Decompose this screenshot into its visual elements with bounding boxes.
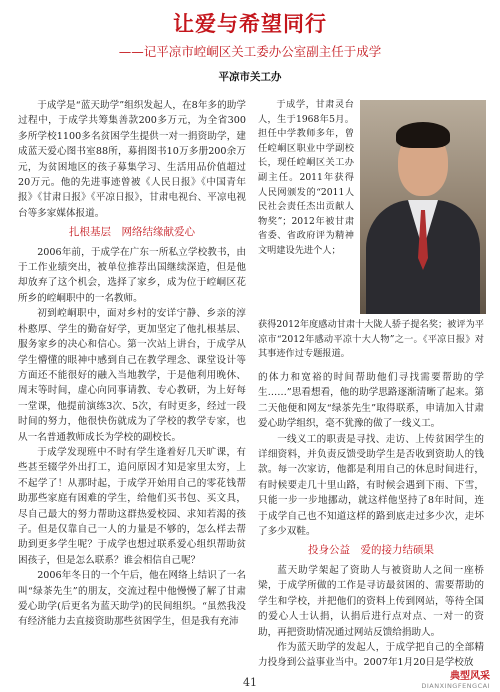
paragraph: 的体力和宽裕的时间帮助他们寻找需要帮助的学生……”思看想看，他的助学思路逐渐清晰了起来。第二天他便和网友“绿茶先生”取得联系，申请加入甘肃爱心助学组织，毫不犹豫的做了一线义工。 <box>258 372 484 430</box>
paragraph: 一线义工的职责是寻找、走访、上传贫困学生的详细资料，并负责反馈受助学生是否收到资助人的钱款。每一次家访，他都是利用自己的休息时间进行，有时候要走几十里山路，有时候会遇到下雨、下雪，只能一步一步地挪动，就这样他坚持了8年时间，连于成学自己也不知道这样的路到底走过多少次，走坏了多少双鞋。 <box>258 433 484 538</box>
paragraph: 于成学，甘肃灵台人，生于1968年5月。担任中学教师多年，曾任崆峒区职业中学副校长，现任崆峒区关工办副主任。2011年获得人民网颁发的“2011人民社会责任杰出贡献人物奖”；2012年被甘肃省委、省政府评为精神文明建设先进个人； <box>258 99 354 256</box>
left-column <box>18 98 246 668</box>
paragraph: 于成学是“蓝天助学”组织发起人，在8年多的助学过程中，于成学共筹集善款200多万元，为全省300多所学校1100多名贫困学生提供一对一捐资助学，建成蓝天爱心图书室88所，募捐图书10万多册200余万元，为贫困地区的孩子募集学习、生活用品价值超过20万元。他的先进事迹曾被《人民日报》《中国青年报》《甘肃日报》《平凉日报》，甘肃电视台、平凉电视台等多家媒体报道。 <box>18 100 246 219</box>
paragraph: 于成学发现班中不时有学生逢着好几天旷课，有些甚至辍学外出打工，追问原因才知是家里太穷，上不起学了！从那时起，于成学开始用自己的零花钱帮助那些家庭有困难的学生，给他们买书包、买文具，尽自己最大的努力帮助这群热爱校园、求知若渴的孩子。但是仅靠自己一人的力量是不够的，怎么样去帮助到更多学生呢？于成学也想过联系爱心组织帮助贫困孩子，但是怎么联系？谁会相信自己呢？ <box>18 446 246 566</box>
section-heading: 投身公益 爱的接力结硕果 <box>308 544 434 557</box>
bio-intro <box>258 98 354 308</box>
paragraph: 作为蓝天助学的发起人，于成学把自己的全部精力投身到公益事业当中。2007年1月20日是学校放 <box>258 641 484 669</box>
bio-caption <box>258 318 484 362</box>
article-subtitle: ——记平凉市崆峒区关工委办公室副主任于成学 <box>118 44 382 59</box>
portrait-photo <box>360 100 486 314</box>
brand-pinyin: DIANXINGFENGCAI <box>421 682 490 690</box>
paragraph: 蓝天助学架起了资助人与被资助人之间一座桥梁，于成学所做的工作是寻访最贫困的、需要帮助的学生和学校，并把他们的资料上传到网站，等待全国的爱心人士认捐，认捐后进行点对点、一对一的资助，再把资助情况通过网站反馈给捐助人。 <box>258 564 484 638</box>
brand-chinese: 典型风采 <box>450 671 490 682</box>
paragraph: 初到崆峒职中，面对乡村的安详宁静、乡亲的淳朴憨厚、学生的勤奋好学，更加坚定了他扎根基层、服务家乡的决心和信心。第一次站上讲台，于成学从学生懵懂的眼神中感到自己在教学理念、课堂设计等方面还不能很好的融入当地教学，于是他利用晚休、周末等时间，虚心向同事请教、专心教研，为上好每一堂课，他提前演练3次、5次，有时更多，经过一段时间的努力，他很快伤就成为了学校的教学专家，也从一名普通教师成长为学校的副校长。 <box>18 308 246 443</box>
paragraph: 2006年前，于成学在广东一所私立学校教书，由于工作业绩突出，被单位推荐出国继续深造，但是他却放弃了这个机会，选择了家乡，成为位于崆峒区花所乡的崆峒职中的一名教师。 <box>18 246 246 304</box>
page-number: 41 <box>243 676 257 689</box>
article-title: 让爱与希望同行 <box>173 12 327 36</box>
photo-hair-shape <box>396 122 450 148</box>
section-heading: 扎根基层 网络结缘献爱心 <box>69 226 195 239</box>
article-byline: 平凉市关工办 <box>218 71 282 83</box>
column-brand <box>421 667 490 690</box>
right-column <box>258 370 484 670</box>
paragraph: 获得2012年度感动甘肃十大陇人骄子提名奖；被评为平凉市“2012年感动平凉十大人物”之一。《平凉日报》对其事迹作过专题报道。 <box>258 319 484 360</box>
paragraph: 2006年冬日的一个午后，他在网络上结识了一名叫“绿茶先生”的朋友，交流过程中他慢慢了解了甘肃爱心助学(后更名为蓝天助学)的民间组织。“虽然我没有经济能力去直接资助那些贫困学生，但是我有充沛 <box>18 570 246 628</box>
